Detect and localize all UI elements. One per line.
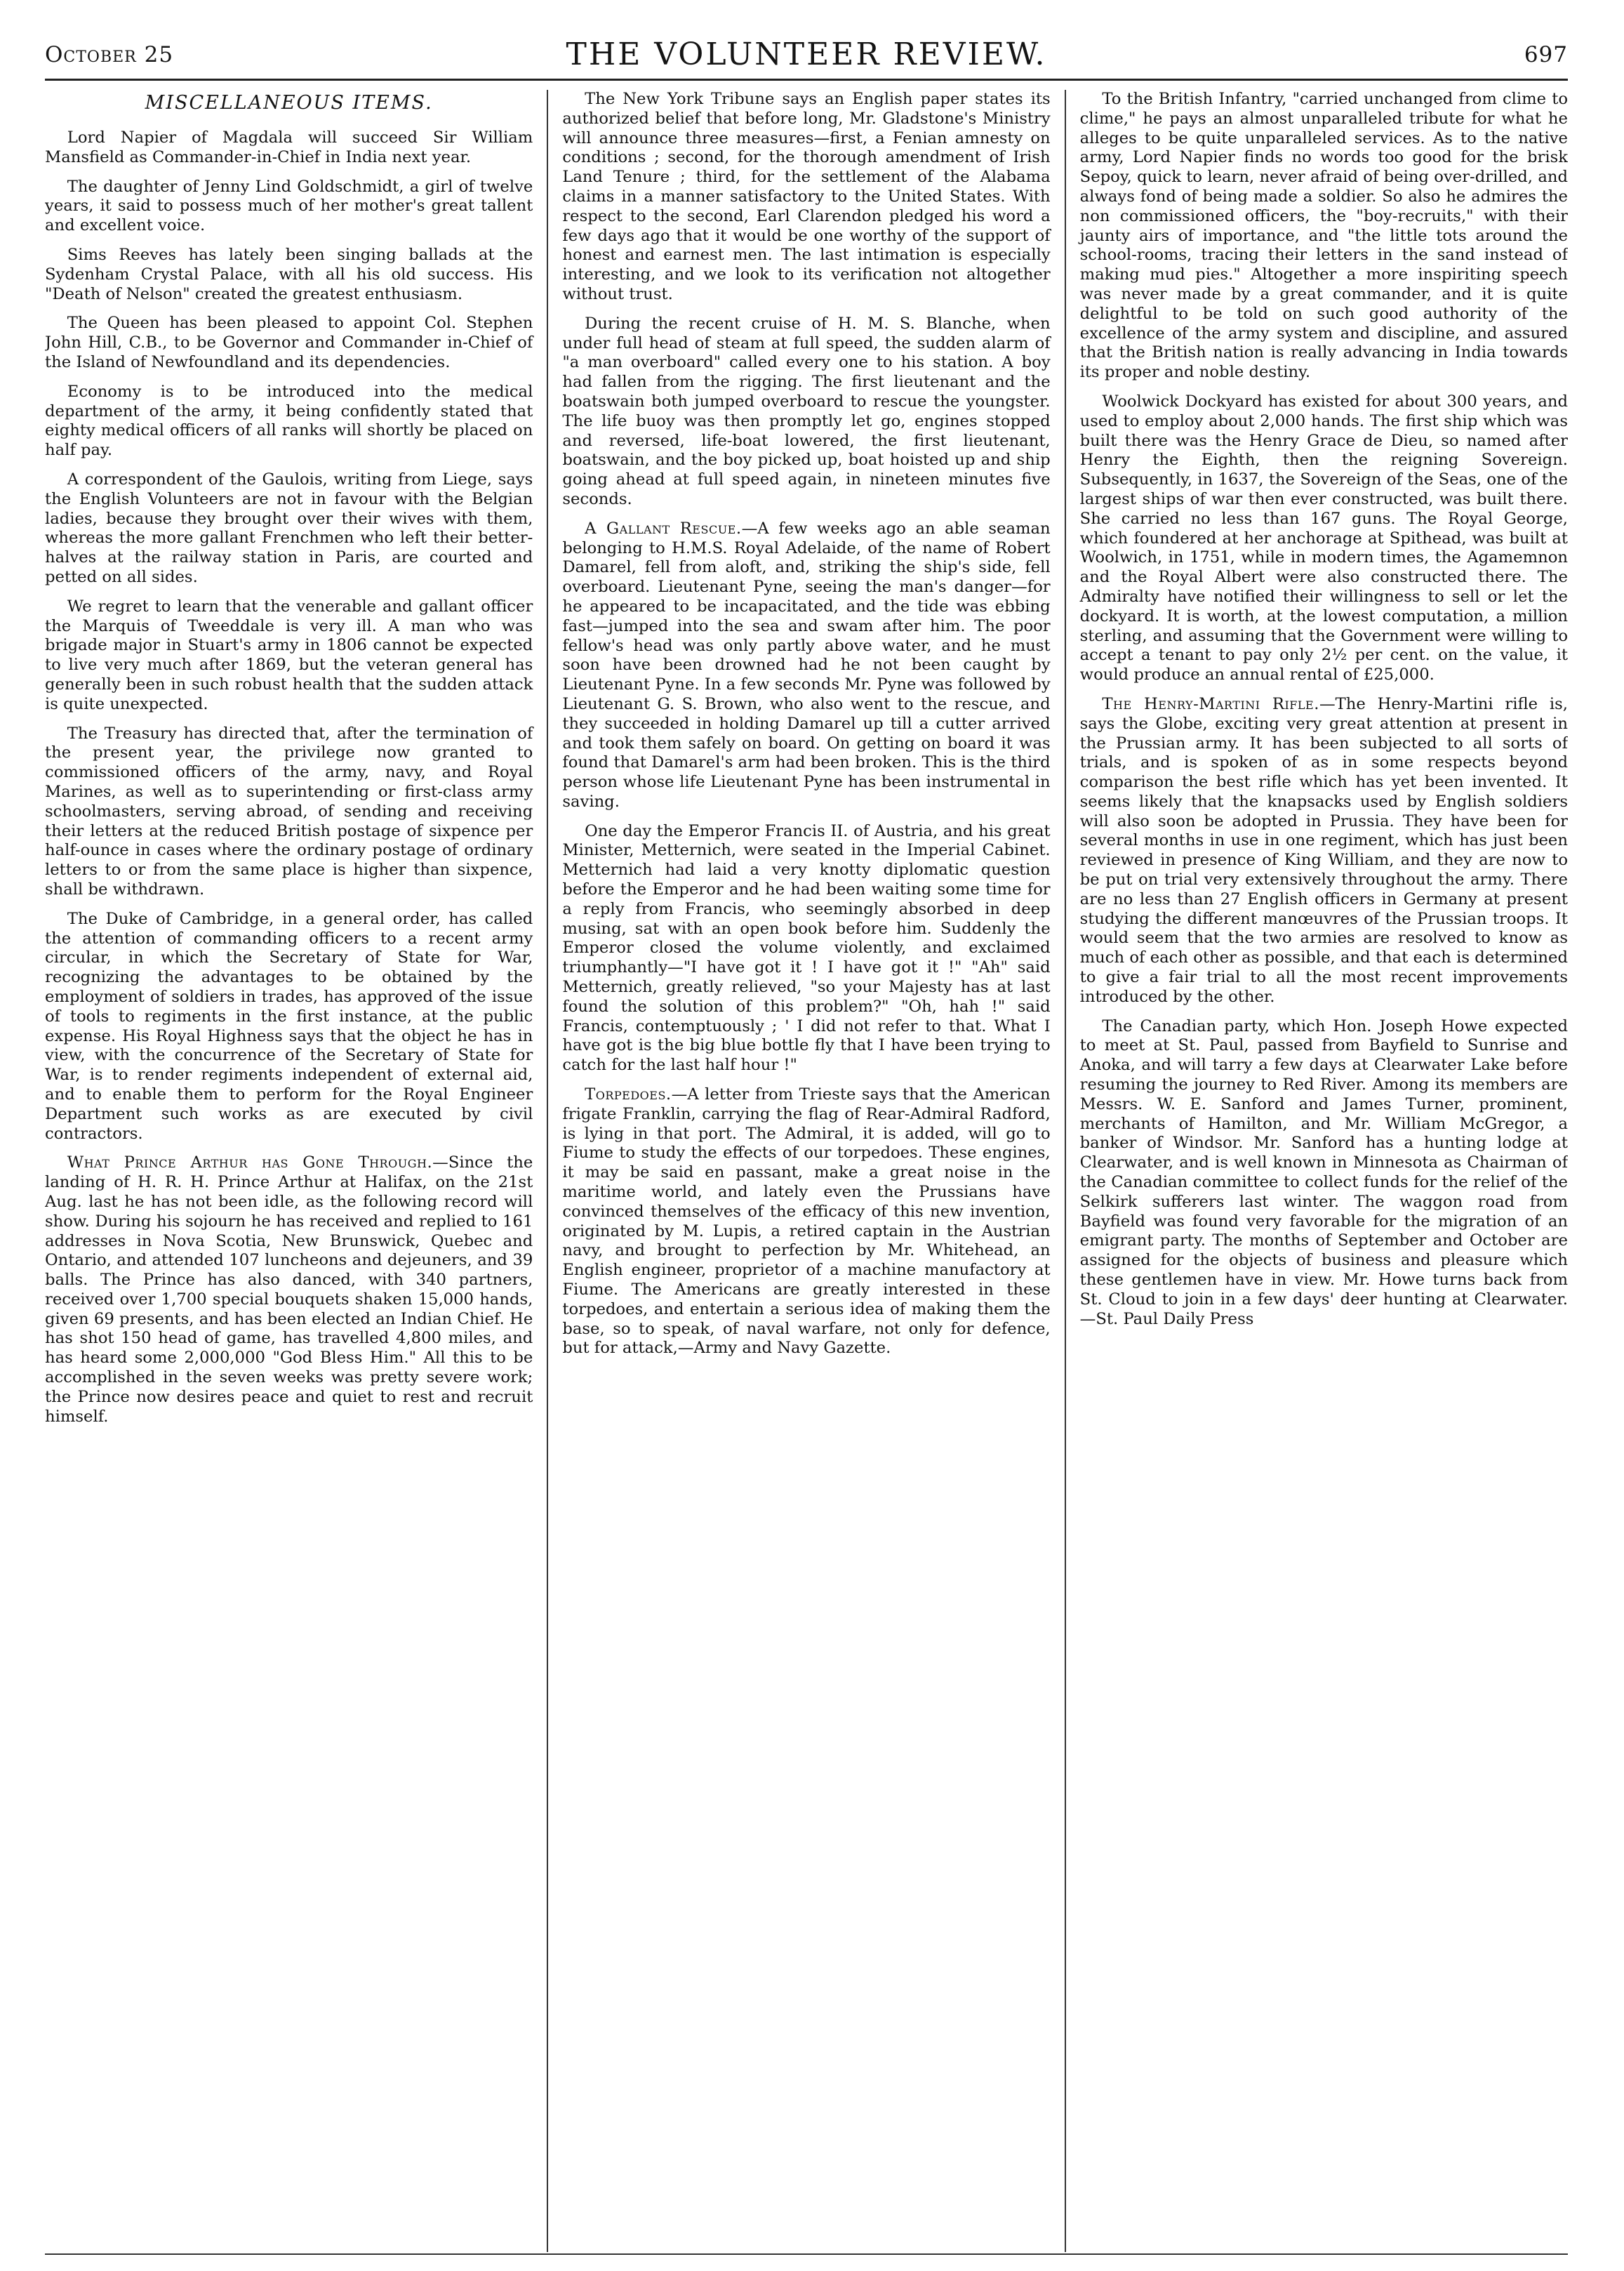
news-item-woolwich-dockyard: Woolwick Dockyard has existed for about 300 years, and used to employ about 2,000 hands. The first ship which was built there was the Henry Grace de Dieu, so named after Henry the Eighth, then the reigning Sovereign. Subsequently, in 1637, the Sovereign of the Seas, one of the largest ships of war then ever constructed, was built there. She carried no less than 167 guns. The Royal George, which foundered at her anchorage at Spithead, was built at Woolwich, in 1751, while in modern times, the Agamemnon and the Royal Albert were also constructed there. The Admiralty have notified their willingness to sell or let the dockyard. It is worth, at the lowest computation, a million sterling, and assuming that the Government were willing to accept a tenant to pay only 2½ per cent. on the value, it would produce an annual rental of £25,000. bbox=[1079, 392, 1568, 684]
bottom-rule bbox=[45, 2253, 1568, 2255]
news-item-gallant-rescue bbox=[562, 519, 1050, 812]
news-item-henry-martini-rifle bbox=[1080, 695, 1568, 1007]
news-item-tribune: The New York Tribune says an English paper states its authorized belief that before long, Mr. Gladstone's Ministry will announce three measures—first, a Fenian amnesty on conditions ; second, for the thorough amendment of Irish Land Tenure ; third, for the settlement of the Alabama claims in a manner satisfactory to the United States. With respect to the second, Earl Clarendon pledged his word a few days ago that it would be one worthy of the support of honest and earnest men. The last intimation is especially interesting, and we look to its verification not altogether without trust. bbox=[562, 90, 1051, 303]
column-1 bbox=[45, 90, 547, 2252]
prince-arthur-heading: What Prince Arthur has Gone Through. bbox=[67, 1153, 433, 1172]
news-item-blanche: During the recent cruise of H. M. S. Blanche, when under full head of steam at full speed, the sudden alarm of "a man overboard" called every one to his station. A boy had fallen from the rigging. The first lieutenant and the boatswain both jumped overboard to rescue the youngster. The life buoy was then promptly let go, engines stopped and reversed, life-boat lowered, the first lieutenant, boatswain, and the boy picked up, boat hoisted up and ship going ahead at full speed again, in nineteen minutes five seconds. bbox=[562, 314, 1051, 508]
rifle-body: —The Henry-Martini rifle is, says the Globe, exciting very great attention at present in the Prussian army. It has been subjected to all sorts of trials, and is spoken of as in some respects beyond comparison the best rifle which has yet been invented. It seems likely that the knapsacks used by English soldiers will also soon be adopted in Prussia. They have been for several months in use in one regiment, which has just been reviewed in presence of King William, and they are now to be put on trial very extensively throughout the army. There are no less than 27 English officers in Germany at present studying the different manœuvres of the Prussian troops. It would seem that the two armies are resolved to know as much of each other as possible, and that each is determined to give a fair trial to all the most recent improvements introduced by the other. bbox=[1079, 694, 1568, 1006]
news-item-prince-arthur bbox=[45, 1153, 533, 1426]
column-3 bbox=[1065, 90, 1568, 2252]
news-item-british-infantry: To the British Infantry, "carried unchanged from clime to clime," he pays an almost unparalleled tribute for what he alleges to be quite unparalleled services. As to the native army, Lord Napier finds no words too good for the brisk Sepoy, quick to learn, never afraid of being over-drilled, and always fond of being made a soldier. So also he admires the non commissioned officers, the "boy-recruits," with their jaunty airs of importance, and "the little tots around the school-rooms, tracing their letters in the sand instead of making mud pies." Altogether a more inspiriting speech was never made by a great commander, and it is quite delightful to be told on such good authority of the excellence of the army system and discipline, and assured that the British nation is really advancing in India towards its proper and noble destiny. bbox=[1079, 90, 1568, 382]
section-title: MISCELLANEOUS ITEMS. bbox=[145, 92, 433, 114]
news-item-gaulois: A correspondent of the Gaulois, writing from Liege, says the English Volunteers are not in favour with the Belgian ladies, because they brought over their wives with them, whereas the more gallant Frenchmen who left their better-halves at the railway station in Paris, are courted and petted on all sides. bbox=[45, 470, 533, 586]
news-item-torpedoes bbox=[562, 1085, 1050, 1358]
article-columns bbox=[45, 90, 1568, 2252]
publication-title: THE VOLUNTEER REVIEW. bbox=[566, 37, 1047, 72]
news-item-emperor-francis: One day the Emperor Francis II. of Austria, and his great Minister, Metternich, were seated in the Imperial Cabinet. Metternich had laid a very knotty diplomatic question before the Emperor and he had been waiting some time for a reply from Francis, who seemingly absorbed in deep musing, sat with an open book before him. Suddenly the Emperor closed the volume violently, and exclaimed triumphantly—"I have got it ! I have got it !" "Ah" said Metternich, greatly relieved, "so your Majesty has at last found the solution of this problem?" "Oh, hah !" said Francis, contemptuously ; ' I did not refer to that. What I have got is the big blue bottle fly that I have been trying to catch for the last half hour !" bbox=[562, 821, 1051, 1075]
page-number: 697 bbox=[1524, 42, 1568, 67]
column-2 bbox=[547, 90, 1064, 2252]
news-item-medical-economy: Economy is to be introduced into the medical department of the army, it being confidently stated that eighty medical officers of all ranks will shortly be placed on half pay. bbox=[45, 382, 533, 460]
masthead bbox=[45, 37, 1568, 81]
prince-arthur-body: —Since the landing of H. R. H. Prince Arthur at Halifax, on the 21st Aug. last he has not been idle, as the following record will show. During his sojourn he has received and replied to 161 addresses in Nova Scotia, New Brunswick, Quebec and Ontario, and attended 107 luncheons and dejeuners, and 39 balls. The Prince has also danced, with 340 partners, received over 1,700 special bouquets shaken 15,000 hands, given 69 presents, and has been elected an Indian Chief. He has shot 150 head of game, has travelled 4,800 miles, and has heard some 2,000,000 "God Bless Him." All this to be accomplished in the seven weeks was pretty severe work; the Prince now desires peace and quiet to rest and recruit himself. bbox=[45, 1153, 533, 1426]
gallant-rescue-heading: A Gallant Rescue. bbox=[585, 519, 742, 538]
news-item-tweeddale: We regret to learn that the venerable and gallant officer the Marquis of Tweeddale is very ill. A man who was brigade major in Stuart's army in 1806 cannot be expected to live very much after 1869, but the veteran general has generally been in such robust health that the sudden attack is quite unexpected. bbox=[45, 597, 533, 713]
news-item-canadian-party: The Canadian party, which Hon. Joseph Howe expected to meet at St. Paul, passed from Bayfield to Sunrise and Anoka, and will tarry a few days at Clearwater Lake before resuming the journey to Red River. Among its members are Messrs. W. E. Sanford and James Turner, prominent, merchants of Hamilton, and Mr. William McGregor, a banker of Windsor. Mr. Sanford has a hunting lodge at Clearwater, and is well known in Minnesota as Chairman of the Canadian committee to collect funds for the relief of the Selkirk sufferers last winter. The waggon road from Bayfield was found very favorable for the migration of an emigrant party. The months of September and October are assigned for the objects of business and pleasure which these gentlemen have in view. Mr. Howe turns back from St. Cloud to join in a few days' deer hunting at Clearwater.—St. Paul Daily Press bbox=[1079, 1017, 1568, 1328]
news-item-treasury: The Treasury has directed that, after the termination of the present year, the privilege now granted to commissioned officers of the army, navy, and Royal Marines, as well as to superintending or first-class army schoolmasters, serving abroad, of sending and receiving their letters at the reduced British postage of sixpence per half-ounce in cases where the ordinary postage of ordinary letters to or from the same place is higher than sixpence, shall be withdrawn. bbox=[45, 724, 533, 899]
torpedoes-heading: Torpedoes. bbox=[585, 1085, 672, 1104]
news-item-duke-of-cambridge: The Duke of Cambridge, in a general order, has called the attention of commanding officers to a recent army circular, in which the Secretary of State for War, recognizing the advantages to be obtained by the employment of soldiers in trades, has approved of the issue of tools to regiments in the first instance, at the public expense. His Royal Highness says that the object he has in view, with the concurrence of the Secretary of State for War, is to render regiments independent of external aid, and to enable them to perform for the Royal Engineer Department such works as are executed by civil contractors. bbox=[45, 909, 533, 1143]
news-item-goldschmidt: The daughter of Jenny Lind Goldschmidt, a girl of twelve years, it said to possess much of her mother's great tallent and excellent voice. bbox=[45, 177, 533, 235]
rifle-heading: The Henry-Martini Rifle. bbox=[1102, 694, 1319, 713]
news-item-napier: Lord Napier of Magdala will succeed Sir William Mansfield as Commander-in-Chief in India next year. bbox=[45, 128, 533, 166]
news-item-sims-reeves: Sims Reeves has lately been singing ballads at the Sydenham Crystal Palace, with all his old success. His "Death of Nelson" created the greatest enthusiasm. bbox=[45, 246, 533, 303]
issue-date: October 25 bbox=[45, 42, 174, 67]
gallant-rescue-body: —A few weeks ago an able seaman belonging to H.M.S. Royal Adelaide, of the name of Robert Damarel, fell from aloft, and, striking the ship's side, fell overboard. Lieutenant Pyne, seeing the man's danger—for he appeared to be incapacitated, and the tide was ebbing fast—jumped into the sea and swam after him. The poor fellow's head was only partly above water, and he must soon have been drowned had he not been caught by Lieutenant Pyne. In a few seconds Mr. Pyne was followed by Lieutenant G. S. Brown, who also went to the rescue, and they succeeded in holding Damarel up till a cutter arrived and took them safely on board. On getting on board it was found that Damarel's arm had been broken. This is the third person whose life Lieutenant Pyne has been instrumental in saving. bbox=[562, 519, 1051, 811]
news-item-newfoundland: The Queen has been pleased to appoint Col. Stephen John Hill, C.B., to be Governor and Commander in-Chief of the Island of Newfoundland and its dependencies. bbox=[45, 314, 533, 372]
torpedoes-body: —A letter from Trieste says that the American frigate Franklin, carrying the flag of Rear-Admiral Radford, is lying in that port. The Admiral, it is added, will go to Fiume to study the effects of our torpedoes. These engines, it may be said en passant, make a great noise in the maritime world, and lately even the Prussians have convinced themselves of the efficacy of this new invention, originated by M. Lupis, a retired captain in the Austrian navy, and brought to perfection by Mr. Whitehead, an English engineer, proprietor of a machine manufactory at Fiume. The Americans are greatly interested in these torpedoes, and entertain a serious idea of making them the base, so to speak, of naval warfare, not only for defence, but for attack,—Army and Navy Gazette. bbox=[562, 1085, 1051, 1358]
